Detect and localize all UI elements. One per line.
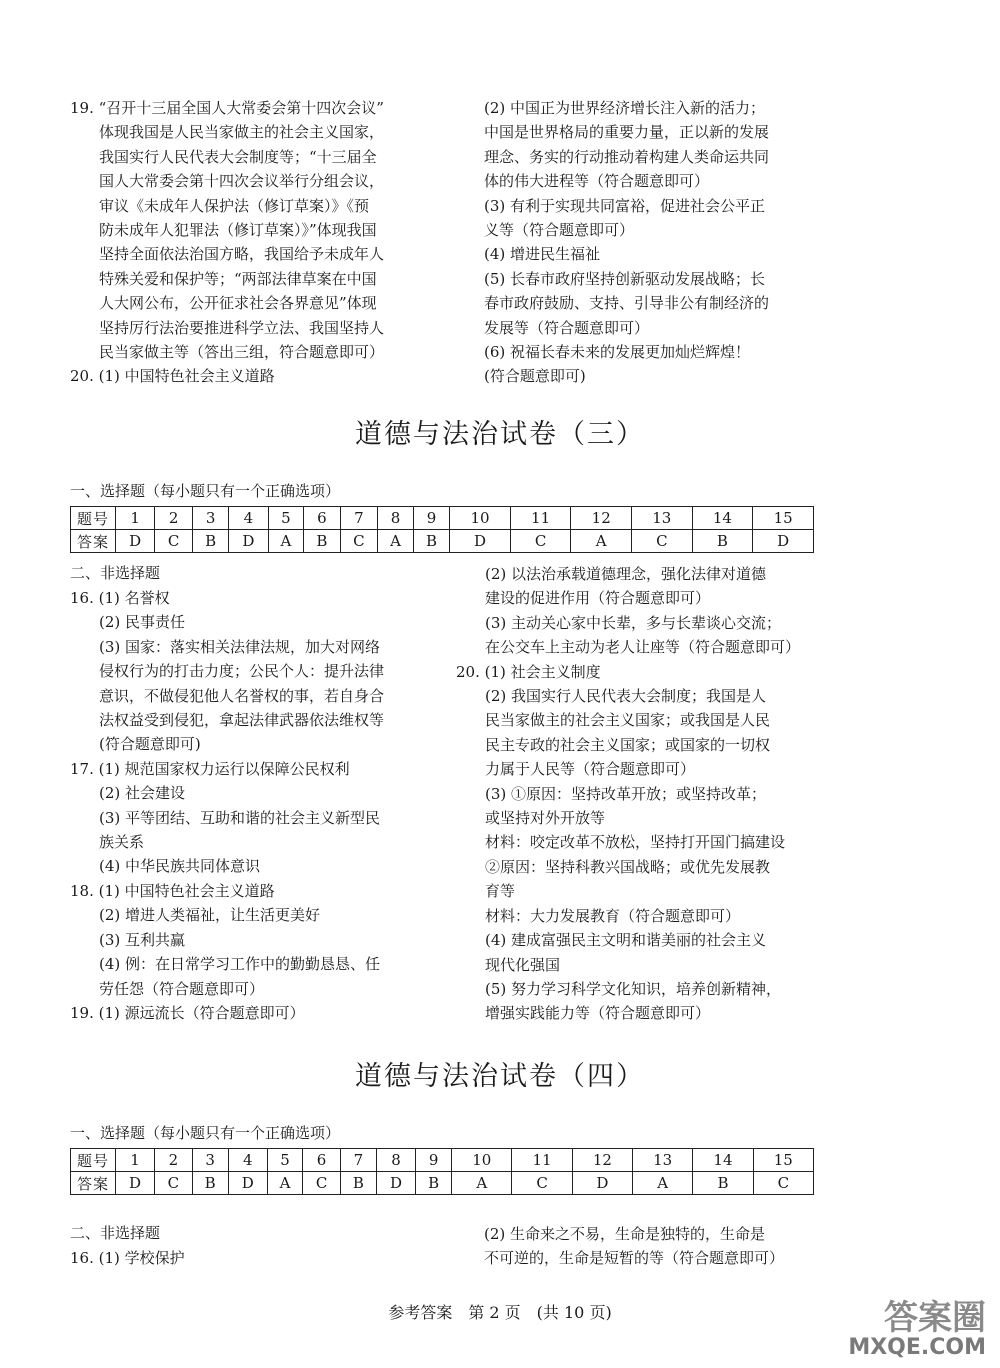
- table-cell: D: [229, 530, 268, 553]
- text-line: 国人大常委会第十四次会议举行分组会议，: [99, 172, 385, 191]
- text-line: (4) 例：在日常学习工作中的勤勤恳恳、任: [99, 955, 381, 974]
- table-row: [71, 530, 814, 553]
- text-line: (3) 有利于实现共同富裕，促进社会公平正: [484, 196, 766, 215]
- text-line: 义等（符合题意即可）: [484, 221, 635, 240]
- table-cell: D: [572, 1172, 632, 1195]
- text-line: 中国是世界格局的重要力量，正以新的发展: [484, 123, 770, 142]
- table-cell: 3: [192, 507, 228, 530]
- text-line: 18. (1) 中国特色社会主义道路: [70, 881, 275, 900]
- exam4-section-non-choice: 二、非选择题: [70, 1224, 161, 1242]
- part1-right-column: [484, 96, 769, 389]
- table-cell: 4: [229, 507, 268, 530]
- table-cell: B: [192, 530, 228, 553]
- table-cell: 14: [693, 1149, 753, 1172]
- text-line: (2) 以法治承载道德理念，强化法律对道德: [485, 565, 767, 583]
- exam4-section-choice: 一、选择题（每小题只有一个正确选项）: [70, 1124, 341, 1142]
- table-cell: 4: [228, 1149, 267, 1172]
- table-cell: 7: [340, 1149, 376, 1172]
- text-line: 19. “召开十三届全国人大常委会第十四次会议”: [70, 99, 384, 117]
- table-cell: 11: [510, 507, 571, 530]
- exam4-answer-table: [70, 1148, 814, 1195]
- table-cell: 12: [572, 1149, 632, 1172]
- table-cell: D: [116, 1172, 155, 1195]
- text-line: (2) 我国实行人民代表大会制度；我国是人: [485, 687, 767, 706]
- table-row: [71, 507, 814, 530]
- text-line: 建设的促进作用（符合题意即可）: [485, 589, 711, 608]
- table-cell: D: [376, 1172, 415, 1195]
- table-cell: A: [268, 530, 304, 553]
- text-line: 力属于人民等（符合题意即可）: [485, 760, 696, 779]
- text-line: 坚持全面依法治国方略，我国给予未成年人: [99, 245, 385, 264]
- table-cell: B: [416, 1172, 452, 1195]
- text-line: (3) 国家：落实相关法律法规，加大对网络: [99, 637, 381, 656]
- text-line: 人大网公布，公开征求社会各界意见”体现: [99, 294, 377, 313]
- table-cell: 5: [268, 507, 304, 530]
- table-cell: B: [192, 1172, 228, 1195]
- table-cell: C: [155, 530, 193, 553]
- text-line: 材料：大力发展教育（符合题意即可）: [485, 906, 741, 925]
- table-cell: 3: [192, 1149, 228, 1172]
- text-line: 20. (1) 中国特色社会主义道路: [70, 367, 275, 386]
- table-cell: A: [571, 530, 632, 553]
- text-line: (2) 生命来之不易，生命是独特的，生命是: [484, 1225, 766, 1243]
- exam3-right-column: [456, 562, 800, 1026]
- table-cell: 12: [571, 507, 632, 530]
- table-cell: B: [340, 1172, 376, 1195]
- table-cell: 题号: [71, 1149, 116, 1172]
- text-line: 育等: [485, 882, 516, 901]
- table-cell: 1: [116, 1149, 155, 1172]
- text-line: 理念、务实的行动推动着构建人类命运共同: [484, 147, 770, 166]
- text-line: 或坚持对外开放等: [485, 809, 606, 828]
- table-cell: C: [512, 1172, 572, 1195]
- table-cell: D: [228, 1172, 267, 1195]
- table-cell: C: [340, 530, 378, 553]
- table-cell: A: [378, 530, 414, 553]
- text-line: 民当家做主等（答出三组，符合题意即可）: [99, 343, 385, 362]
- text-line: 我国实行人民代表大会制度等；“十三届全: [99, 147, 377, 166]
- text-line: (2) 民事责任: [99, 613, 186, 632]
- text-line: (2) 增进人类福祉，让生活更美好: [99, 906, 321, 925]
- exam3-title: 道德与法治试卷（三）: [355, 419, 645, 450]
- text-line: 民主专政的社会主义国家；或国家的一切权: [485, 735, 771, 754]
- exam4-right-column: [484, 1222, 784, 1271]
- text-line: ②原因：坚持科教兴国战略；或优先发展教: [485, 857, 771, 876]
- table-row: [71, 1172, 814, 1195]
- table-cell: A: [633, 1172, 693, 1195]
- table-cell: 6: [303, 1149, 340, 1172]
- text-line: 意识，不做侵犯他人名誉权的事，若自身合: [99, 686, 385, 705]
- text-line: 审议《未成年人保护法（修订草案）》《预: [99, 196, 370, 215]
- text-line: 体现我国是人民当家做主的社会主义国家，: [99, 123, 385, 142]
- text-line: 19. (1) 源远流长（符合题意即可）: [70, 1003, 305, 1022]
- exam3-section-non-choice: 二、非选择题: [70, 564, 161, 582]
- text-line: 16. (1) 名誉权: [70, 589, 170, 607]
- table-cell: 9: [413, 507, 449, 530]
- table-cell: B: [692, 530, 753, 553]
- table-cell: 11: [512, 1149, 572, 1172]
- table-cell: 答案: [71, 530, 116, 553]
- table-cell: 9: [416, 1149, 452, 1172]
- exam3-answer-table: [70, 506, 814, 553]
- table-cell: 8: [378, 507, 414, 530]
- table-cell: D: [753, 530, 814, 553]
- table-cell: A: [452, 1172, 512, 1195]
- text-line: 增强实践能力等（符合题意即可）: [485, 1004, 711, 1023]
- text-line: 法权益受到侵犯，拿起法律武器依法维权等: [99, 711, 385, 730]
- table-cell: 2: [155, 507, 193, 530]
- table-cell: C: [510, 530, 571, 553]
- table-cell: B: [693, 1172, 753, 1195]
- text-line: (3) 互利共赢: [99, 930, 186, 949]
- table-cell: B: [413, 530, 449, 553]
- watermark-en-text: MXQE.COM: [848, 1335, 986, 1360]
- exam3-left-column: [70, 586, 384, 1025]
- table-cell: C: [632, 530, 693, 553]
- text-line: 族关系: [99, 833, 145, 852]
- watermark-logo: [848, 1290, 992, 1360]
- text-line: 劳任怨（符合题意即可）: [99, 979, 265, 998]
- text-line: (3) ①原因：坚持改革开放；或坚持改革；: [485, 784, 767, 803]
- text-line: 春市政府鼓励、支持、引导非公有制经济的: [484, 294, 770, 313]
- text-line: 发展等（符合题意即可）: [484, 318, 650, 337]
- text-line: 民当家做主的社会主义国家；或我国是人民: [485, 711, 771, 730]
- text-line: (5) 长春市政府坚持创新驱动发展战略；长: [484, 269, 766, 288]
- text-line: 体的伟大进程等（符合题意即可）: [484, 172, 710, 191]
- text-line: (4) 中华民族共同体意识: [99, 857, 261, 876]
- text-line: 17. (1) 规范国家权力运行以保障公民权利: [70, 759, 350, 778]
- table-cell: D: [116, 530, 155, 553]
- text-line: (2) 中国正为世界经济增长注入新的活力；: [484, 99, 766, 117]
- text-line: 16. (1) 学校保护: [70, 1249, 185, 1267]
- table-cell: 7: [340, 507, 378, 530]
- table-cell: 答案: [71, 1172, 116, 1195]
- text-line: (6) 祝福长春未来的发展更加灿烂辉煌！: [484, 343, 751, 362]
- text-line: 特殊关爱和保护等；“两部法律草案在中国: [99, 269, 377, 288]
- page-footer: 参考答案 第 2 页 (共 10 页): [388, 1303, 612, 1322]
- table-cell: 15: [753, 507, 814, 530]
- text-line: (符合题意即可): [484, 367, 586, 386]
- text-line: 在公交车上主动为老人让座等（符合题意即可）: [485, 638, 801, 657]
- text-line: 防未成年人犯罪法（修订草案）》”体现我国: [99, 221, 377, 240]
- text-line: 20. (1) 社会主义制度: [456, 662, 601, 681]
- table-cell: 15: [753, 1149, 813, 1172]
- text-line: (5) 努力学习科学文化知识，培养创新精神，: [485, 979, 782, 998]
- table-cell: 10: [450, 507, 511, 530]
- text-line: (2) 社会建设: [99, 784, 186, 803]
- text-line: (3) 主动关心家中长辈，多与长辈谈心交流；: [485, 613, 782, 632]
- table-cell: 5: [267, 1149, 303, 1172]
- text-line: 坚持厉行法治要推进科学立法、我国坚持人: [99, 318, 385, 337]
- table-cell: C: [155, 1172, 192, 1195]
- exam3-section-choice: 一、选择题（每小题只有一个正确选项）: [70, 482, 341, 500]
- text-line: 现代化强国: [485, 955, 561, 974]
- text-line: 侵权行为的打击力度；公民个人：提升法律: [99, 662, 385, 681]
- table-cell: C: [753, 1172, 813, 1195]
- table-cell: D: [450, 530, 511, 553]
- table-cell: 13: [633, 1149, 693, 1172]
- table-cell: 1: [116, 507, 155, 530]
- table-cell: 题号: [71, 507, 116, 530]
- table-cell: B: [304, 530, 340, 553]
- exam4-left-column: [70, 1246, 185, 1270]
- text-line: 不可逆的，生命是短暂的等（符合题意即可）: [484, 1249, 785, 1268]
- text-line: (4) 建成富强民主文明和谐美丽的社会主义: [485, 931, 767, 950]
- table-row: [71, 1149, 814, 1172]
- text-line: (3) 平等团结、互助和谐的社会主义新型民: [99, 808, 381, 827]
- table-cell: 6: [304, 507, 340, 530]
- table-cell: 14: [692, 507, 753, 530]
- table-cell: A: [267, 1172, 303, 1195]
- watermark-cn-text: 答案圈: [884, 1298, 986, 1338]
- exam4-title: 道德与法治试卷（四）: [355, 1061, 645, 1092]
- text-line: (符合题意即可): [99, 735, 201, 754]
- table-cell: C: [303, 1172, 340, 1195]
- part1-left-column: [70, 96, 384, 389]
- table-cell: 8: [376, 1149, 415, 1172]
- text-line: (4) 增进民生福祉: [484, 245, 601, 264]
- table-cell: 13: [632, 507, 693, 530]
- text-line: 材料：咬定改革不放松，坚持打开国门搞建设: [485, 833, 786, 852]
- table-cell: 10: [452, 1149, 512, 1172]
- table-cell: 2: [155, 1149, 192, 1172]
